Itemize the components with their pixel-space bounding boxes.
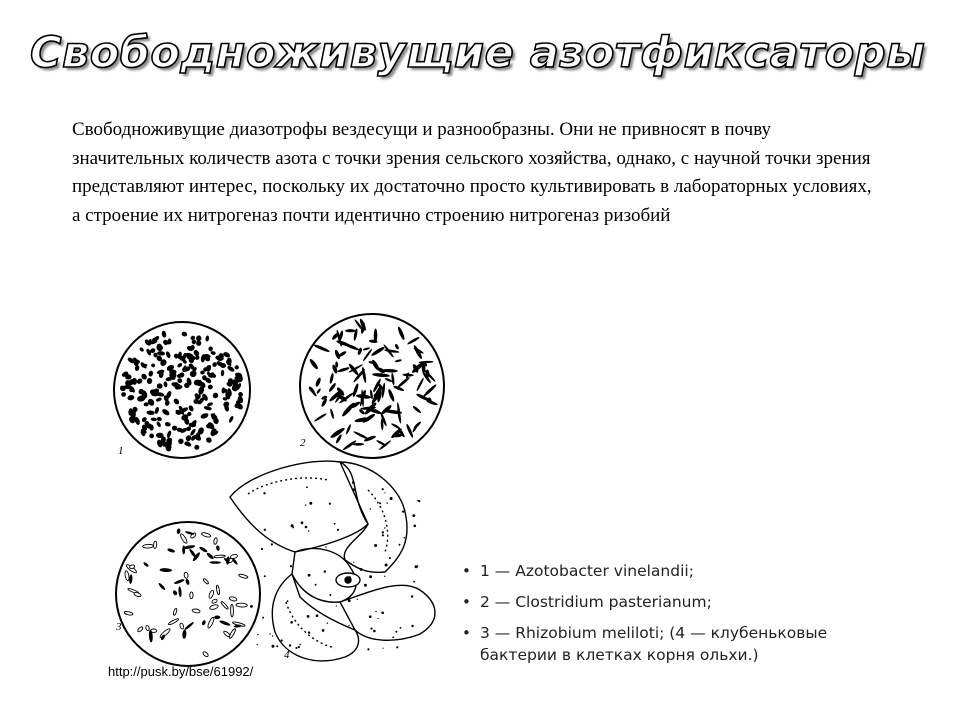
panel-label-1: 1 bbox=[118, 445, 124, 457]
legend-item-text: 3 — Rhizobium meliloti; (4 — клубеньковые бактерии в клетках корня ольхи.) bbox=[480, 624, 828, 664]
micrograph-2 bbox=[300, 314, 444, 458]
slide-title: Свободноживущие азотфиксаторы bbox=[30, 28, 926, 78]
figure-legend bbox=[462, 560, 902, 675]
legend-item bbox=[462, 622, 902, 666]
panel-label-4: 4 bbox=[284, 649, 290, 661]
legend-item bbox=[462, 560, 902, 582]
bacteria-drawing bbox=[100, 312, 460, 682]
image-source-credit: http://pusk.by/bse/61992/ bbox=[108, 664, 254, 679]
bullet-icon: • bbox=[462, 593, 471, 611]
legend-item-text: 1 — Azotobacter vinelandii; bbox=[480, 562, 694, 580]
bullet-icon: • bbox=[462, 562, 471, 580]
panel-label-3: 3 bbox=[116, 621, 122, 633]
bullet-icon: • bbox=[462, 624, 471, 642]
micrograph-3 bbox=[116, 522, 260, 666]
legend-item bbox=[462, 591, 902, 613]
panel-label-2: 2 bbox=[300, 437, 306, 449]
micrograph-1 bbox=[114, 322, 250, 458]
legend-item-text: 2 — Clostridium pasterianum; bbox=[480, 593, 712, 611]
bacteria-illustration bbox=[100, 312, 460, 682]
body-paragraph: Свободноживущие диазотрофы вездесущи и разнообразны. Они не привносят в почву значительных количеств азота с точки зрения сельского хозяйства, однако, с научной точки зрения представляют интерес, поскольку их достаточно просто культивировать в лабораторных условиях, а строение их нитрогеназ почти идентично строению нитрогеназ ризобий bbox=[72, 119, 872, 226]
root-cells-drawing-4 bbox=[230, 461, 435, 661]
